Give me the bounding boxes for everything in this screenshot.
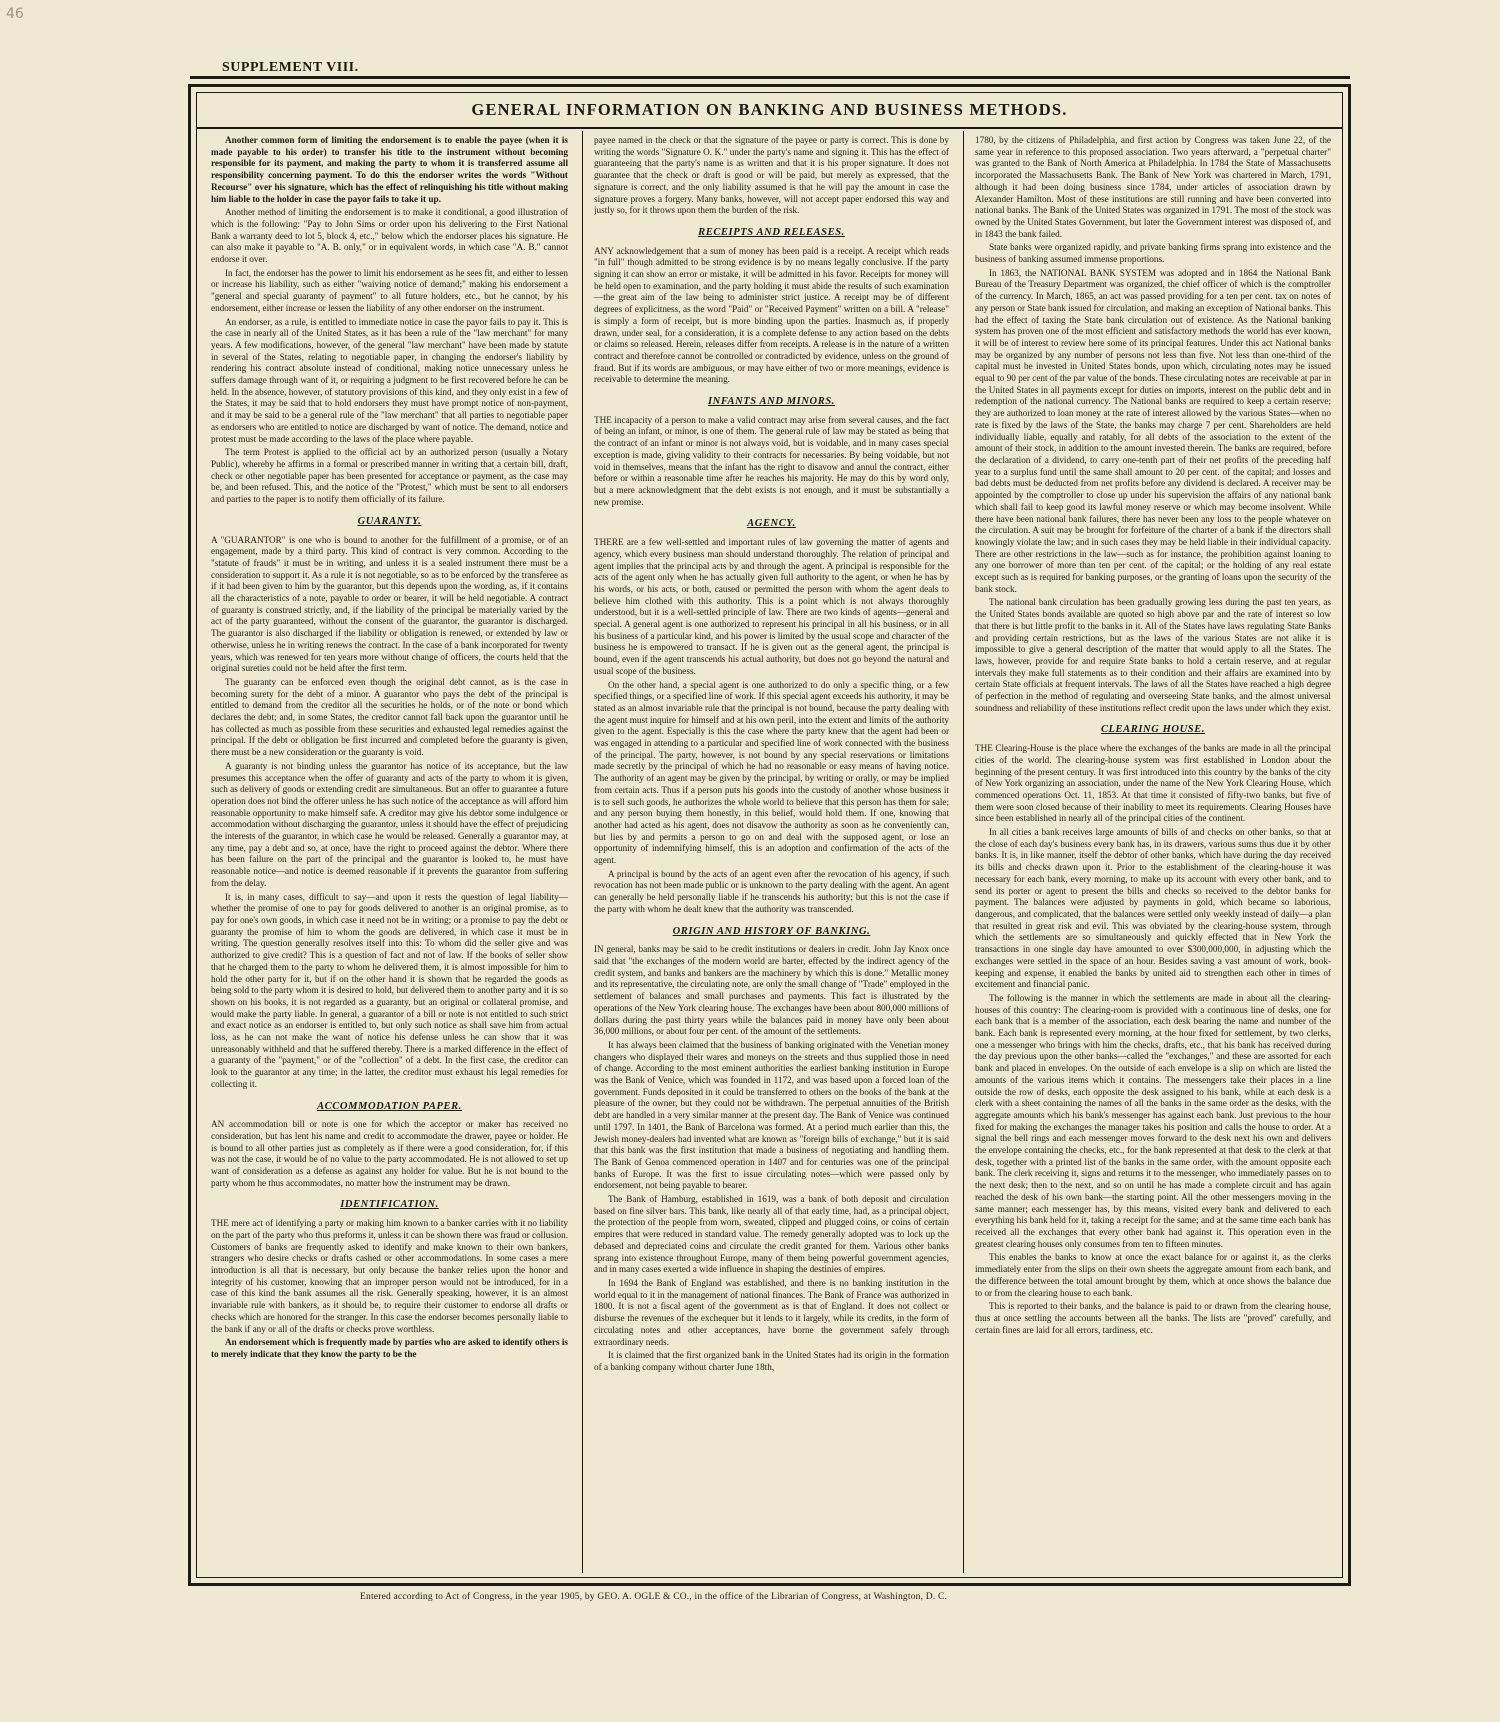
section-heading-identification: IDENTIFICATION.: [340, 1199, 439, 1211]
paragraph: It is, in many cases, difficult to say—and upon it rests the question of legal liability—whether the promise of one to pay for goods delivered to another is an original promise, as to pay for one's own goods, in which case it need not be in writing; or a promise to pay the debt or guaranty the promise of him to whom the goods are delivered, in which case it must be in writing. The question generally resolves itself into this: To whom did the seller give and was authorized to give credit? This is a question of fact and not of law. If the books of seller show that he charged them to the party to whom he delivered them, it is almost impossible for him to hold the other party for it, but if on the other hand it is shown that he regarded the goods as being sold to the party whom it is desired to hold, but delivered them to another party and it is so shown on his books, it is not regarded as a guaranty, but an original or collateral promise, and would make the party liable. In general, a guarantor of a bill or note is not entitled to such strict and exact notice as an endorser is entitled to, but only such notice as shall save him from actual loss, as he can not make the want of notice his defense unless he can show that it was unreasonably withheld and that he suffered thereby. There is a marked difference in the effect of a guaranty of the "payment," or of the "collection" of a debt. In the first case, the creditor can look to the guarantor at any time; in the latter, the creditor must exhaust his legal remedies for collecting it.: [211, 891, 568, 1089]
section-heading-receipts: RECEIPTS AND RELEASES.: [698, 226, 845, 238]
paragraph: The guaranty can be enforced even though the original debt cannot, as is the case in becoming surety for the debt of a minor. A guarantor who pays the debt of the principal is entitled to demand from the creditor all the securities he holds, or of the note or bond which declares the debt; and, in some States, the creditor cannot fall back upon the guarantor until he has collected as much as possible from these securities and exhausted legal remedies against the principal. If the debt or obligation be first incurred and completed before the guaranty is given, there must be a new consideration or the guaranty is void.: [211, 676, 568, 758]
page-title: GENERAL INFORMATION ON BANKING AND BUSINESS METHODS.: [471, 100, 1068, 119]
section-heading-accommodation-paper: ACCOMMODATION PAPER.: [317, 1100, 462, 1112]
paragraph: An endorser, as a rule, is entitled to immediate notice in case the payor fails to pay it. This is the case in nearly all of the United States, as it has been a rule of the "law merchant" for many years. A few modifications, however, of the general "law merchant" have been made by statute in several of the States, relating to negotiable paper, in changing the endorser's liability by rendering his contract absolute instead of conditional, making notice unnecessary unless he suffers damage through want of it, or requiring a judgment to be first recovered before he can be held. In the absence, however, of statutory provisions of this kind, and they only exist in a few of the States, it may be said that to hold endorsers they must have prompt notice of non-payment, and it may be said to be a general rule of the "law merchant" that all parties to negotiable paper as endorsers who are entitled to notice are discharged by want of notice. The demand, notice and protest must be made according to the laws of the place where payable.: [211, 316, 568, 444]
paragraph: Another common form of limiting the endorsement is to enable the payee (when it is made payable to his order) to transfer his title to the instrument without becoming responsible for its payment, and making the party to whom it is transferred assume all responsibility concerning payment. To do this the endorser writes the words "Without Recourse" over his signature, which has the effect of relinquishing his title without making him liable to the holder in case the payor fails to take it up.: [211, 135, 568, 204]
paragraph: The national bank circulation has been gradually growing less during the past ten years, as the United States bonds available are quoted so high above par and the rate of interest so low that there is but little profit to the banks in it. All of the States have laws regulating State Banks and providing certain restrictions, but as the laws of the various States are not alike it is impossible to give a general description of the matter that would apply to all the States. The laws, however, provide for and require State banks to hold a certain reserve, and at regular intervals they make full statements as to their condition and their affairs are examined into by certain State officials at frequent intervals. The laws of all the States have reached a high degree of perfection in the method of regulating and overseeing State banks, and the almost universal soundness and reliability of these institutions reflect credit upon the laws under which they exist.: [975, 597, 1331, 713]
column-1: [211, 135, 568, 1569]
paragraph: In all cities a bank receives large amounts of bills of and checks on other banks, so that at the close of each day's business every bank has, in its drawers, various sums thus due it by other banks. It is, in like manner, itself the debtor of other banks, which have during the day received its bills and checks drawn upon it. Prior to the establishment of the clearing-house it was necessary for each bank, every morning, to make up its account with every other bank, and to send its porter or agent to present the bills and checks so received to the debtor banks for payment. The balances were adjusted by payments in gold, which became so laborious, dangerous, and complicated, that the balances were settled only weekly instead of daily—a plan that resulted in great risk and evil. This was obviated by the clearing-house system, through which the settlements are so simultaneously and quickly effected that in New York the transactions in one single day have amounted to over $300,000,000, in adjusting which the exchanges were settled in the space of an hour. Besides saving a vast amount of work, book-keeping and expense, it enabled the banks by united aid to strengthen each other in times of excitement and financial panic.: [975, 827, 1331, 990]
column-3: [975, 135, 1331, 1569]
paragraph: In fact, the endorser has the power to limit his endorsement as he sees fit, and either to lessen or increase his liability, such as either "waiving notice of demand;" making his endorsement a "general and special guaranty of payment" to all future holders, etc., but he cannot, by his endorsement, either increase or lessen the liability of any other endorser on the instrument.: [211, 267, 568, 313]
page-frame: [188, 84, 1351, 1586]
paragraph: The Bank of Hamburg, established in 1619, was a bank of both deposit and circulation based on fine silver bars. This bank, like nearly all of that early time, had, as a principal object, the protection of the people from worn, sweated, clipped and plugged coins, or coins of certain empires that were reduced in standard value. The remedy generally adopted was to lock up the debased and depreciated coins and circulate the credit granted for them. Various other banks sprang into existence throughout Europe, many of them being powerful government agencies, and in many cases exerted a wide influence in shaping the destinies of empires.: [594, 1194, 949, 1275]
paragraph: It is claimed that the first organized bank in the United States had its origin in the formation of a banking company without charter June 18th,: [594, 1350, 949, 1372]
section-heading-guaranty: GUARANTY.: [357, 515, 422, 527]
paragraph: The term Protest is applied to the official act by an authorized person (usually a Notary Public), whereby he affirms in a formal or prescribed manner in writing that a certain bill, draft, check or other negotiable paper has been presented for acceptance or payment, as the case may be, and been refused. This, and the notice of the "Protest," which must be sent to all endorsers and parties to the paper is to notify them officially of its failure.: [211, 447, 568, 505]
column-2: [594, 135, 949, 1569]
section-heading-origin-banking: ORIGIN AND HISTORY OF BANKING.: [672, 925, 871, 937]
paragraph: A "GUARANTOR" is one who is bound to another for the fulfillment of a promise, or of an engagement, made by a third party. This kind of contract is very common. According to the "statute of frauds" it must be in writing, and unless it is a sealed instrument there must be a consideration to support it. As a rule it is not negotiable, so as to be enforced by the transferee as if it had been given to him by the guarantor, but this depends upon the wording, as, if it contains all the characteristics of a note, payable to order or bearer, it will be held negotiable. A contract of guaranty is construed strictly, and, if the liability of the principal be materially varied by the act of the party guaranteed, without the consent of the guarantor, the guarantor is discharged. The guarantor is also discharged if the liability or obligation is renewed, or extended by law or otherwise, unless he in writing renews the contract. In the case of a bank incorporated for twenty years, which was renewed for ten years more without change of officers, the courts held that the original sureties could not be held after the first term.: [211, 534, 568, 674]
paragraph: IN general, banks may be said to be credit institutions or dealers in credit. John Jay Knox once said that "the exchanges of the modern world are barter, effected by the indirect agency of the credit system, and banks and bankers are the machinery by which this is done." Metallic money and its representative, the circulating note, are only the small change of "Trade" employed in the settlement of balances and small purchases and payments. This fact is illustrated by the operations of the New York clearing house. The exchanges have been about 800,000 millions of dollars during the past thirty years while the balances paid in money have only been about 36,000 millions, or about four per cent. of the amount of the settlements.: [594, 944, 949, 1037]
paragraph: This enables the banks to know at once the exact balance for or against it, as the clerks immediately enter from the slips on their own sheets the aggregate amount from each bank, and the difference between the total amount brought by them, which at once shows the balance due to or from the clearing house to each bank.: [975, 1252, 1331, 1298]
paragraph: THE mere act of identifying a party or making him known to a banker carries with it no liability on the part of the party who thus preforms it, unless it can be shown there was fraud or collusion. Customers of banks are frequently asked to identify and make known to their own bankers, strangers who desire checks or drafts cashed or other accommodations. In some cases a mere introduction is all that is necessary, but only because the banker relies upon the honor and integrity of his customer, knowing that an improper person would not be introduced, for in a case of this kind the bank assumes all the risk. Generally speaking, however, it is an almost invariable rule with bankers, as it should be, to require their customer to endorse all drafts or checks which are honored for the stranger. In this case the endorser becomes personally liable to the bank if any or all of the drafts or checks prove worthless.: [211, 1218, 568, 1334]
paragraph: State banks were organized rapidly, and private banking firms sprang into existence and the business of banking assumed immense proportions.: [975, 242, 1331, 265]
column-divider-1: [582, 131, 583, 1573]
copyright-footer: Entered according to Act of Congress, in the year 1905, by GEO. A. OGLE & CO., in the office of the Librarian of Congress, at Washington, D. C.: [360, 1592, 948, 1602]
margin-pencil-note: 46: [6, 6, 24, 22]
header-band: [197, 93, 1342, 129]
paragraph: payee named in the check or that the signature of the payee or party is correct. This is done by writing the words "Signature O. K." under the party's name and signing it. This has the effect of guaranteeing that the party's name is as written and that it is his proper signature. It does not guarantee that the check or draft is good or will be paid, but merely as expressed, that the signature is correct, and the only liability assumed is that he will pay the amount in case the signature proves a forgery. Many banks, however, will not accept paper endorsed this way and justly so, for it throws upon them the burden of the risk.: [594, 135, 949, 216]
paragraph: AN accommodation bill or note is one for which the acceptor or maker has received no consideration, but has lent his name and credit to accommodate the drawer, payee or holder. He is bound to all other parties just as completely as if there were a good consideration, for, if this was not the case, it would be of no value to the party accommodated. He is not allowed to set up want of consideration as a defense as against any holder for value. But he is not bound to the party whom he thus accommodates, no matter how the instrument may be drawn.: [211, 1119, 568, 1188]
paragraph: A guaranty is not binding unless the guarantor has notice of its acceptance, but the law presumes this acceptance when the offer of guaranty and acts of the party to whom it is given, such as delivery of goods or extending credit are simultaneous. But an offer to guarantee a future operation does not bind the offerer unless he has such notice of the acceptance as will afford him reasonable opportunity to make himself safe. A creditor may give his debtor some indulgence or accommodation without discharging the guarantor, unless it should have the effect of prejudicing the interests of the guarantor, in which case he would be released. Generally a guarantor may, at any time, pay a debt and so, at once, have the right to proceed against the debtor. Where there has been failure on the part of the principal and the guarantor is looked to, he must have reasonable notice—and notice is deemed reasonable if it prevents the guarantor from suffering from the delay.: [211, 760, 568, 888]
paragraph: 1780, by the citizens of Philadelphia, and first action by Congress was taken June 22, of the same year in reference to this proposed association. Two years afterward, a "perpetual charter" was granted to the Bank of North America at Philadelphia. In 1784 the State of Massachusetts incorporated the Massachusetts Bank. The Bank of New York was chartered in March, 1791, although it had been doing business since 1784, under articles of association drawn by Alexander Hamilton. Most of these institutions are still running and have been converted into national banks. The Bank of the United States was organized in 1791. The most of the stock was owned by the United States Government, but later the Government interest was disposed of, and in 1843 the bank failed.: [975, 135, 1331, 239]
paragraph: THE incapacity of a person to make a valid contract may arise from several causes, and the fact of being an infant, or minor, is one of them. The general rule of law may be stated as being that the contract of an infant or minor is not always void, but is voidable, and in many cases special exception is made, giving validity to their contracts for necessaries. By being voidable, but not void in themselves, means that the infant has the right to disavow and annul the contract, either before or within a reasonable time after he reaches his majority. He may do this by word only, but a mere acknowledgment that the debt exists is not enough, and it must be substantially a new promise.: [594, 414, 949, 507]
paragraph: This is reported to their banks, and the balance is paid to or drawn from the clearing house, thus at once settling the accounts between all the banks. The lists are "proved" carefully, and certain fines are laid for all errors, tardiness, etc.: [975, 1301, 1331, 1335]
top-rule: [190, 76, 1350, 79]
paragraph: A principal is bound by the acts of an agent even after the revocation of his agency, if such revocation has not been made public or is unknown to the party dealing with the agent. An agent can generally be held personally liable if he transcends his authority; but this is not the case if the party with whom he dealt knew that the authority was transcended.: [594, 868, 949, 914]
paragraph: Another method of limiting the endorsement is to make it conditional, a good illustration of which is the following: "Pay to John Sims or order upon his delivering to the First National Bank a warranty deed to lot 5, block 4, etc.," below which the endorser places his signature. He can also make it payable to "A. B. only," or in equivalent words, in which case "A. B." cannot endorse it over.: [211, 207, 568, 265]
section-heading-agency: AGENCY.: [747, 518, 796, 530]
paragraph: In 1863, the NATIONAL BANK SYSTEM was adopted and in 1864 the National Bank Bureau of the Treasury Department was organized, the chief officer of which is the comptroller of the currency. In March, 1865, an act was passed providing for a ten per cent. tax on notes of any person or State bank issued for circulation, and making an exception of National banks. This had the effect of taxing the State bank circulation out of existence. As the National banking system has proven one of the most efficient and satisfactory methods the world has ever known, it will be of interest to review here some of its principal features. Under this act National banks may be organized by any number of persons not less than five. Not less than one-third of the capital must be invested in United States bonds, upon which, circulating notes may be issued equal to 90 per cent of the par value of the bonds. These circulating notes are receivable at par in the United States in all payments except for duties on imports, interest on the public debt and in redemption of the national currency. The National banks are required to keep a certain reserve; they are authorized to loan money at the rate of interest allowed by the various States—when no rate is fixed by the laws of the State, the banks may charge 7 per cent. Shareholders are held individually liable, equally and ratably, for all debts of the association to the extent of the amount of their stock, in addition to the amount invested therein. The banks are required, before the declaration of a dividend, to carry one-tenth part of their net profits of the preceding half year to a surplus fund until the same shall amount to 20 per cent. of the capital; and losses and bad debts must be deducted from net profits before any dividend is declared. A receiver may be appointed by the comptroller to close up under his supervision the affairs of any national bank which shall fail to keep good its lawful money reserve or which may become insolvent. While there have been national bank failures, there has never been any loss to the people whatever on the circulation. A suit may be brought for forfeiture of the charter of a bank if the directors shall knowingly violate the law; and in such cases they may be held liable in their individual capacity. There are other restrictions in the law—such as for instance, the prohibition against loaning to any one borrower of more than ten per cent. of the capital; or the holding of any real estate except such as is required for banking purposes, or the granting of loans upon the security of the bank stock.: [975, 267, 1331, 594]
section-heading-clearing-house: CLEARING HOUSE.: [1100, 724, 1206, 736]
paragraph: THE Clearing-House is the place where the exchanges of the banks are made in all the principal cities of the world. The clearing-house system was first established in London about the beginning of the present century. It was first introduced into this country by the banks of the city of New York organizing an association, under the name of the New York Clearing House, which commenced operations Oct. 11, 1853. At that time it consisted of fifty-two banks, but five of them were soon closed because of their inability to meet its requirements. Clearing Houses have since been established in nearly all of the principal cities of the continent.: [975, 743, 1331, 824]
page-frame-inner: [196, 92, 1343, 1578]
paragraph: THERE are a few well-settled and important rules of law governing the matter of agents and agency, which every business man should understand thoroughly. The relation of principal and agent implies that the principal acts by and through the agent. A principal is responsible for the acts of the agent only when he has actually given full authority to the agent, or when he has by his words, or his acts, or both, caused or permitted the person with whom the agent deals to believe him clothed with this authority. This is a point which is not always thoroughly understood, but it is a well-settled principle of law. There are two kinds of agents—general and special. A general agent is one authorized to represent his principal in all his business, or in all his business of a particular kind, and his power is limited by the usual scope and character of the business he is empowered to transact. If he is given out as the general agent, the principal is bound, even if the agent transcends his actual authority, but does not go beyond the natural and usual scope of the business.: [594, 537, 949, 676]
paragraph: An endorsement which is frequently made by parties who are asked to identify others is to merely indicate that they know the party to be the: [211, 1337, 568, 1359]
supplement-label: SUPPLEMENT VIII.: [222, 60, 359, 75]
paragraph: In 1694 the Bank of England was established, and there is no banking institution in the world equal to it in the management of national finances. The Bank of France was authorized in 1800. It is not a fiscal agent of the government as is that of England. It does not collect or disburse the revenues of the exchequer but it lends to it largely, while its credits, in the form of circulating notes and other acceptances, have borne the government safely through extraordinary needs.: [594, 1277, 949, 1347]
paragraph: The following is the manner in which the settlements are made in about all the clearing-houses of this country: The clearing-room is provided with a continuous line of desks, one for each bank that is a member of the association, each desk bearing the name and number of the bank. Each bank is represented every morning, at the hour fixed for settlement, by two clerks, one a messenger who brings with him the checks, drafts, etc., that his bank has received during the day previous upon the other banks—called the "exchanges," and these are assorted for each bank and placed in envelopes. On the outside of each envelope is a slip on which are listed the amounts of the various items which it contains. The messengers take their places in a line outside the row of desks, each opposite the desk assigned to his bank, while at each desk is a clerk with a sheet containing the names of all the banks in the same order as the desks, with the aggregate amounts which his bank's messenger has against each bank. Just previous to the hour fixed for making the exchanges the manager takes his position and calls the house to order. At a signal the bell rings and each messenger moves forward to the desk next his own and delivers the envelope containing the checks, etc., for the bank represented at that desk to the clerk at that desk, together with a printed list of the banks in the same order, with the amount opposite each bank. The clerk receiving it, signs and returns it to the messenger, who immediately passes on to the next desk; then to the next, and so on until he has made a complete circuit and has again reached the desk of his own bank—the starting point. All the other messengers moving in the same manner; each messenger has, by this means, visited every bank and delivered to each everything his bank held for it, taking a receipt for the same; and at the same time each bank has received all the exchanges that every other bank had against it. This operation even in the greatest clearing houses only consumes from ten to fifteen minutes.: [975, 992, 1331, 1249]
paragraph: ANY acknowledgement that a sum of money has been paid is a receipt. A receipt which reads "in full" though admitted to be strong evidence is by no means legally conclusive. If the party signing it can show an error or mistake, it will be admitted in his favor. Receipts for money will be held open to examination, and the party holding it must abide the results of such examination—the great aim of the law being to administer strict justice. A receipt may be of different degrees of explicitness, as the word "Paid" or "Received Payment" written on a bill. A "release" is simply a form of receipt, but is more binding upon the parties. Inasmuch as, if properly drawn, under seal, for a consideration, it is a complete defense to any action based on the debts or claims so released. Herein, releases differ from receipts. A release is in the nature of a written contract and therefore cannot be controlled or contradicted by evidence, unless on the ground of fraud. But if its words are ambiguous, or may have either of two or more meanings, evidence is receivable to determine the meaning.: [594, 245, 949, 385]
column-divider-2: [963, 131, 964, 1573]
paragraph: It has always been claimed that the business of banking originated with the Venetian money changers who displayed their wares and moneys on the streets and thus supplied those in need of change. According to the most eminent authorities the earliest banking institution in Europe was the Bank of Venice, which was founded in 1172, and was based upon a forced loan of the government. Funds deposited in it could be transferred to others on the books of the bank at the pleasure of the owner, but they could not be withdrawn. The perpetual annuities of the British debt are handled in a very similar manner at the present day. The Bank of Venice was continued until 1797. In 1401, the Bank of Barcelona was formed. At a period much earlier than this, the Jewish money-dealers had invented what are known as "foreign bills of exchange," but it is said that this bank was the first institution that made a business of negotiating and handling them. The Bank of Genoa commenced operation in 1407 and for centuries was one of the principal banks of Europe. It was the first to issue circulating notes—which were passed only by endorsement, not being payable to bearer.: [594, 1039, 949, 1191]
paragraph: On the other hand, a special agent is one authorized to do only a specific thing, or a few specified things, or a specified line of work. If this special agent exceeds his authority, it may be stated as an almost invariable rule that the principal is not bound, because the party dealing with the agent must inquire for himself and at his own peril, into the extent and limits of the authority given to the agent. Especially is this the case where the party knew that the agent had been or was engaged in attending to a particular and specified line of work connected with the business of the principal. The party, however, is not bound by any special reservations or limitations made secretly by the principal of which he had no reasonable or easy means of having notice. The authority of an agent may be given by the principal, by writing or orally, or may be implied from certain acts. Thus if a person puts his goods into the custody of another whose business it is to sell such goods, he authorizes the whole world to believe that this person has them for sale; and any person buying them honestly, in this belief, would hold them. If one, knowing that another had acted as his agent, does not disavow the authority as soon as he conveniently can, but lies by and permits a person to go on and deal with the supposed agent, or lose an opportunity of indemnifying himself, this is an adoption and confirmation of the acts of the agent.: [594, 679, 949, 866]
section-heading-infants: INFANTS AND MINORS.: [707, 396, 836, 408]
